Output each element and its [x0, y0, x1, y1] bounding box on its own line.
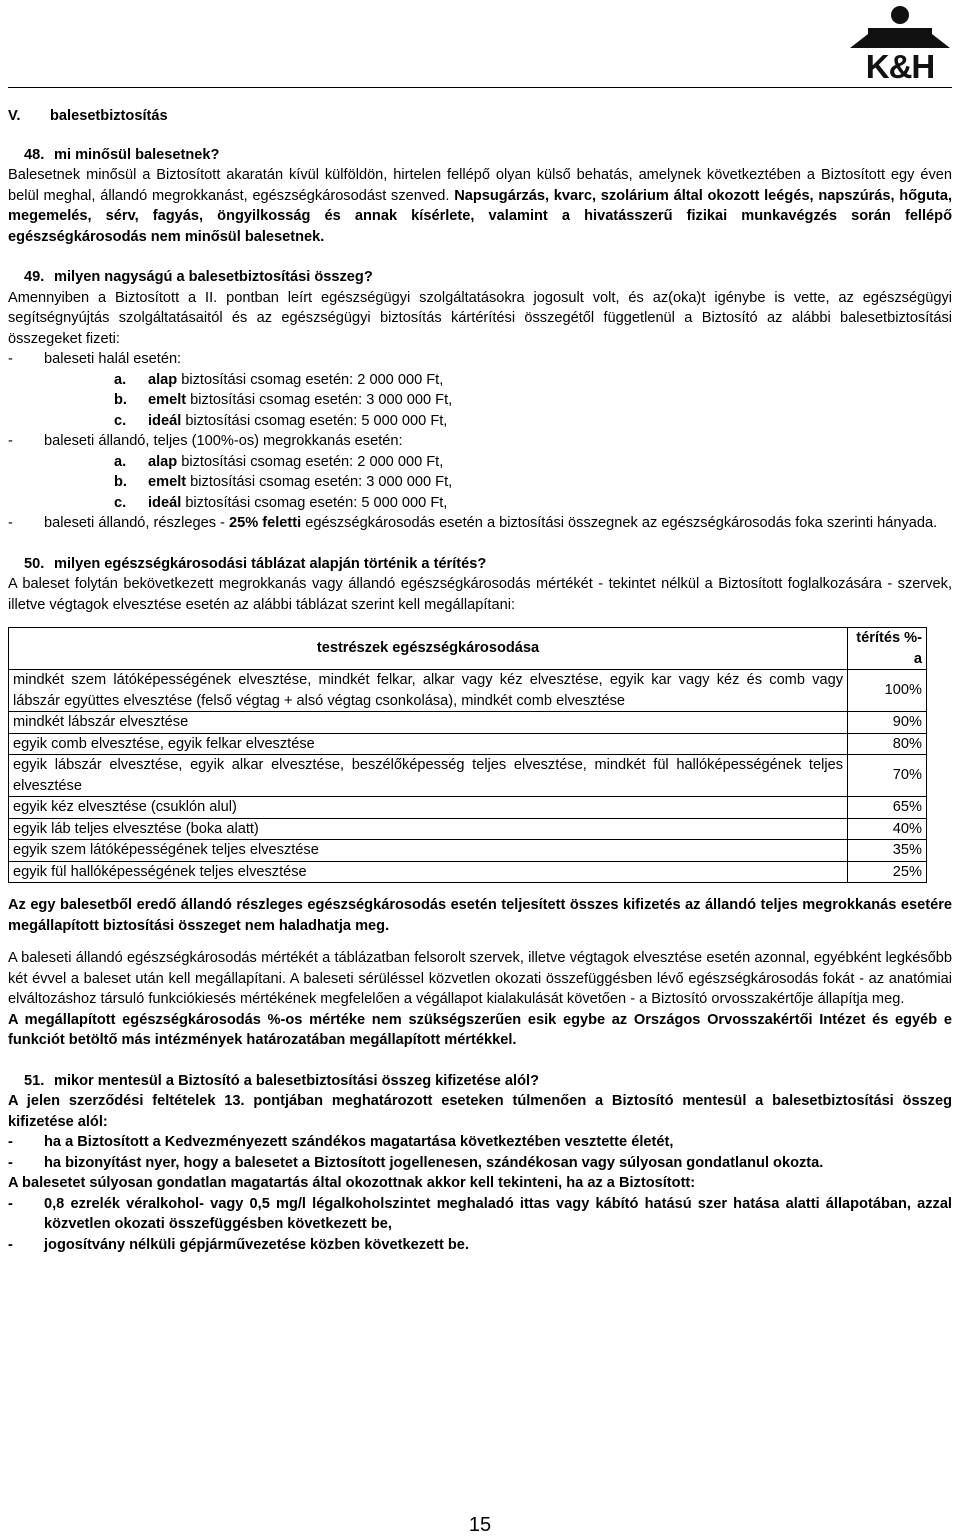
full-disability-c: [8, 493, 952, 514]
table-cell-desc: mindkét lábszár elvesztése: [9, 712, 848, 734]
question-51-heading: [8, 1071, 952, 1092]
table-cell-desc: mindkét szem látóképességének elvesztése, mindkét felkar, alkar vagy kéz elvesztése, egyik kar vagy kéz és comb vagy lábszár együttes elvesztése (felső végtag + alsó végtag csonkolása), mindkét comb elvesztése: [9, 670, 848, 712]
logo-text: K&H: [865, 48, 935, 85]
table-row: [9, 797, 927, 819]
dash-marker: -: [8, 351, 13, 367]
table-cell-desc: egyik kéz elvesztése (csuklón alul): [9, 797, 848, 819]
table-cell-pct: 100%: [848, 670, 927, 712]
q51-gross-item-text: jogosítvány nélküli gépjárművezetése közben következett be.: [44, 1236, 469, 1253]
partial-threshold: 25% feletti: [228, 515, 302, 531]
question-title: mikor mentesül a Biztosító a balesetbiztosítási összeg kifizetése alól?: [54, 1072, 539, 1089]
q51-gross-item: [8, 1194, 952, 1235]
q50-intro: A baleset folytán bekövetkezett megrokkanás vagy állandó egészségkárosodás mértékét - tekintet nélkül a Biztosított foglalkozására - szervek, illetve végtagok elvesztése esetén az alábbi táblázat szerint kell megállapítani:: [8, 576, 952, 613]
death-benefit-item: [8, 349, 952, 370]
package-amount: biztosítási csomag esetén: 2 000 000 Ft,: [177, 371, 444, 388]
death-benefit-c: [8, 411, 952, 432]
death-benefit-b: [8, 390, 952, 411]
package-name: emelt: [148, 392, 187, 408]
package-name: ideál: [148, 412, 182, 429]
package-amount: biztosítási csomag esetén: 3 000 000 Ft,: [186, 392, 453, 408]
q48-bold-text: Napsugárzás, kvarc, szolárium által okozott leégés, napszúrás, hőguta, megemelés, sérv, fagyás, öngyilkosság és annak kísérlete, valamint a hivatásszerű fizikai munkavégzés során fellépő egészségkárosodás nem minősül balesetnek.: [8, 187, 952, 245]
q51-gross-item-text: 0,8 ezrelék véralkohol- vagy 0,5 mg/l légalkoholszintet meghaladó ittas vagy kábító hatású szer hatása alatti állapotában, azzal közvetlen okozati összefüggésben következett be,: [44, 1195, 952, 1232]
table-header-pct: térítés %-a: [848, 628, 927, 670]
logo-mark-icon: [848, 4, 952, 50]
full-disability-label: baleseti állandó, teljes (100%-os) megrokkanás esetén:: [44, 433, 403, 449]
table-row: [9, 818, 927, 840]
table-row: [9, 755, 927, 797]
kh-logo: [848, 4, 952, 85]
dash-marker: -: [8, 1195, 13, 1212]
header-divider: [8, 87, 952, 88]
q51-gross-item: [8, 1235, 952, 1256]
full-disability-item: [8, 431, 952, 452]
page-number: 15: [468, 1514, 492, 1536]
partial-disability-text: [44, 513, 952, 534]
list-letter: b.: [114, 474, 127, 490]
q49-intro: Amennyiben a Biztosított a II. pontban leírt egészségügyi szolgáltatásokra jogosult volt, és az(oka)t igénybe is vette, az egészségügyi segítségnyújtás szolgáltatásaitól és az egészségügyi biztosítás kártérítési összegétől függetlenül a Biztosító az alábbi balesetbiztosítási összegeket fizeti:: [8, 289, 952, 347]
list-letter: c.: [114, 412, 127, 429]
package-name: emelt: [148, 474, 187, 490]
q48-text: Balesetnek minősül a Biztosított akaratán kívül külföldön, hirtelen fellépő olyan külső behatás, amelynek következtében a Biztosított egy éven belül meghal, állandó megrokkanást, egészségkárosodást szenved.: [8, 167, 952, 204]
partial-post: egészségkárosodás esetén a biztosítási összegnek az egészségkárosodás foka szerinti hányada.: [301, 515, 938, 531]
question-number: 51.: [24, 1072, 45, 1089]
table-cell-pct: 65%: [848, 797, 927, 819]
partial-disability-item: [8, 513, 952, 534]
table-cell-desc: egyik comb elvesztése, egyik felkar elvesztése: [9, 733, 848, 755]
question-49-heading: [8, 267, 952, 288]
dash-marker: -: [8, 1236, 13, 1253]
death-benefit-a: [8, 370, 952, 391]
question-48-heading: [8, 145, 952, 166]
death-benefit-label: baleseti halál esetén:: [44, 351, 182, 367]
question-title: mi minősül balesetnek?: [54, 146, 220, 163]
table-row: [9, 861, 927, 883]
table-row: [9, 840, 927, 862]
q50-bold-note: Az egy balesetből eredő állandó részleges egészségkárosodás esetén teljesített összes kifizetés az állandó teljes megrokkanás esetére megállapított biztosítási összeget nem haladhatja meg.: [8, 897, 952, 934]
package-amount: biztosítási csomag esetén: 5 000 000 Ft,: [181, 412, 448, 429]
package-amount: biztosítási csomag esetén: 3 000 000 Ft,: [186, 474, 453, 490]
page-content: [8, 100, 952, 1255]
table-cell-pct: 35%: [848, 840, 927, 862]
table-cell-pct: 25%: [848, 861, 927, 883]
q51-item-text: ha bizonyítást nyer, hogy a balesetet a Biztosított jogellenesen, szándékosan vagy súlyosan gondatlanul okozta.: [44, 1154, 824, 1171]
table-cell-pct: 90%: [848, 712, 927, 734]
dash-marker: -: [8, 1154, 13, 1171]
question-number: 49.: [24, 269, 45, 285]
section-number: V.: [8, 108, 21, 124]
table-cell-desc: egyik szem látóképességének teljes elvesztése: [9, 840, 848, 862]
question-number: 50.: [24, 555, 45, 572]
section-heading: [8, 100, 952, 127]
q51-intro: A jelen szerződési feltételek 13. pontjában meghatározott eseteken túlmenően a Biztosító mentesül a balesetbiztosítási összeg kifizetése alól:: [8, 1093, 952, 1130]
table-cell-pct: 40%: [848, 818, 927, 840]
table-row: [9, 733, 927, 755]
dash-marker: -: [8, 433, 13, 449]
list-letter: b.: [114, 392, 127, 408]
q51-item-text: ha a Biztosított a Kedvezményezett szándékos magatartása következtében vesztette életét,: [44, 1134, 674, 1150]
question-title: milyen egészségkárosodási táblázat alapján történik a térítés?: [54, 555, 487, 572]
package-amount: biztosítási csomag esetén: 5 000 000 Ft,: [181, 494, 448, 511]
table-header-desc: testrészek egészségkárosodása: [9, 628, 848, 670]
table-header-row: [9, 628, 927, 670]
table-cell-pct: 80%: [848, 733, 927, 755]
question-title: milyen nagyságú a balesetbiztosítási összeg?: [54, 269, 373, 285]
q48-paragraph: [8, 165, 952, 247]
table-row: [9, 712, 927, 734]
list-letter: c.: [114, 494, 127, 511]
package-amount: biztosítási csomag esetén: 2 000 000 Ft,: [177, 453, 444, 470]
package-name: alap: [148, 371, 178, 388]
full-disability-a: [8, 452, 952, 473]
question-50-heading: [8, 554, 952, 575]
package-name: ideál: [148, 494, 182, 511]
table-row: [9, 670, 927, 712]
disability-table: [8, 627, 927, 883]
section-title: balesetbiztosítás: [50, 108, 168, 124]
list-letter: a.: [114, 371, 127, 388]
dash-marker: -: [8, 515, 13, 531]
table-cell-pct: 70%: [848, 755, 927, 797]
q50-paragraph: A baleseti állandó egészségkárosodás mértékét a táblázatban felsorolt szervek, illetve végtagok elvesztése esetén azonnal, egyébként legkésőbb két évvel a baleset után kell megállapítani. A baleseti sérüléssel közvetlen okozati összefüggésben lévő egészségkárosodás fokát - az anatómiai elváltozáshoz társuló funkciókiesés mértékének megfelelően a végállapot kialakulását követően - a Biztosító orvosszakértője állapítja meg.: [8, 950, 952, 1007]
dash-marker: -: [8, 1134, 13, 1150]
full-disability-b: [8, 472, 952, 493]
q50-bold-note-2: A megállapított egészségkárosodás %-os mértéke nem szükségszerűen esik egybe az Országos Orvosszakértői Intézet és egyéb e funkciót betöltő más intézmények határozatában megállapított mértékkel.: [8, 1011, 952, 1048]
partial-pre: baleseti állandó, részleges -: [44, 515, 229, 531]
q51-item: [8, 1153, 952, 1174]
q51-item: [8, 1132, 952, 1153]
question-number: 48.: [24, 146, 45, 163]
list-letter: a.: [114, 453, 127, 470]
package-name: alap: [148, 453, 178, 470]
table-cell-desc: egyik fül hallóképességének teljes elvesztése: [9, 861, 848, 883]
q51-gross-intro: A balesetet súlyosan gondatlan magatartás által okozottnak akkor kell tekinteni, ha az a Biztosított:: [8, 1175, 696, 1191]
table-cell-desc: egyik lábszár elvesztése, egyik alkar elvesztése, beszélőképesség teljes elvesztése, mindkét fül hallóképességének teljes elvesztése: [9, 755, 848, 797]
table-cell-desc: egyik láb teljes elvesztése (boka alatt): [9, 818, 848, 840]
